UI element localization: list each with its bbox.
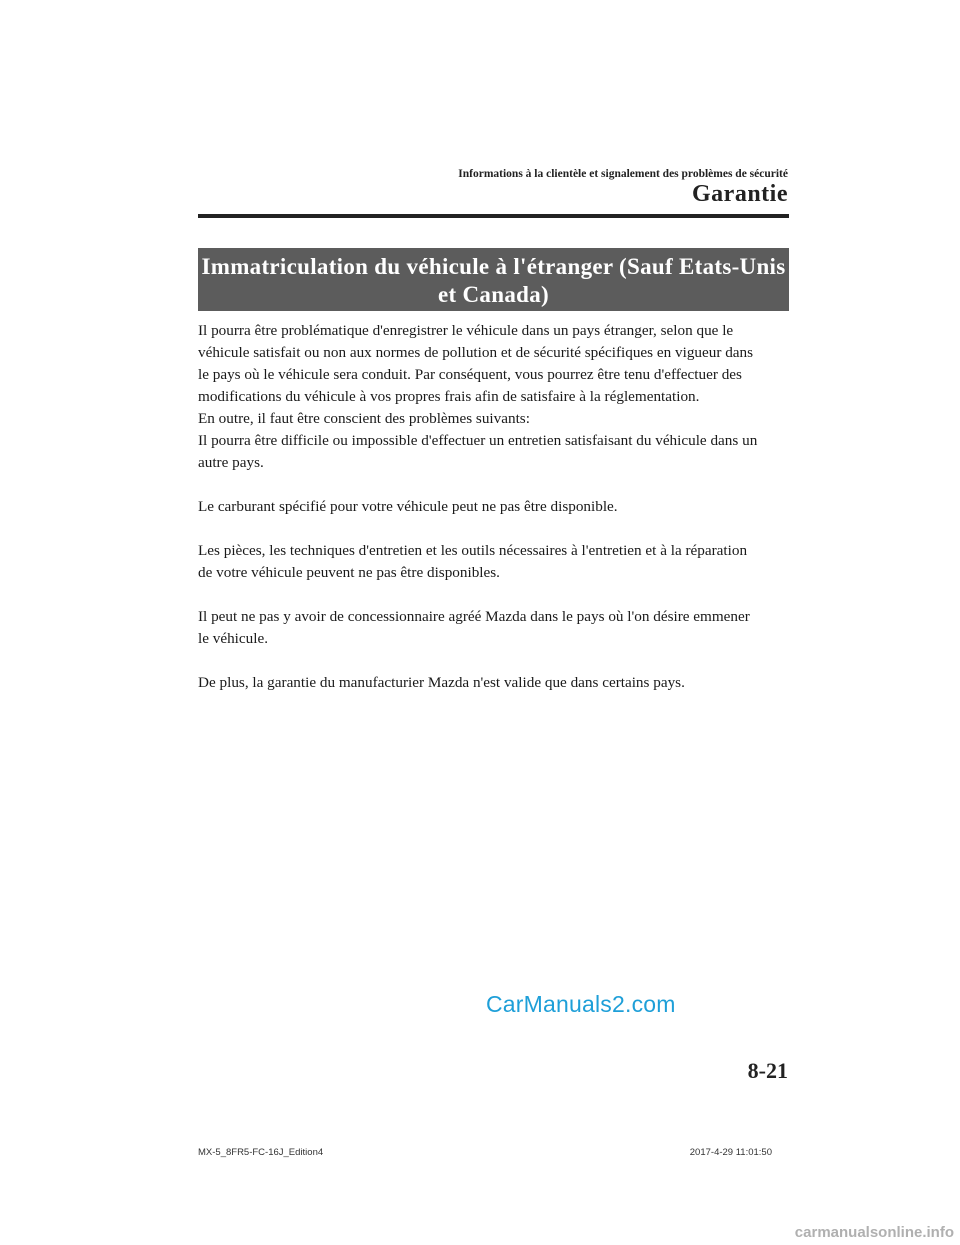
site-watermark: CarManuals2.com <box>486 991 676 1017</box>
paragraph-warranty: De plus, la garantie du manufacturier Mazda n'est valide que dans certains pays. <box>198 674 685 691</box>
section-heading-line-2: et Canada) <box>438 282 549 307</box>
body-line: En outre, il faut être conscient des problèmes suivants: <box>198 410 530 427</box>
header-divider <box>198 214 789 218</box>
body-text <box>198 320 790 694</box>
body-line: autre pays. <box>198 454 264 471</box>
paragraph-dealer-line: Il peut ne pas y avoir de concessionnaire agréé Mazda dans le pays où l'on désire emmener <box>198 608 750 625</box>
body-line: le pays où le véhicule sera conduit. Par conséquent, vous pourrez être tenu d'effectuer des <box>198 366 742 383</box>
paragraph-parts-line: Les pièces, les techniques d'entretien et les outils nécessaires à l'entretien et à la réparation <box>198 542 748 559</box>
corner-watermark: carmanualsonline.info <box>794 1224 954 1241</box>
paragraph-dealer-line: le véhicule. <box>198 630 268 647</box>
paragraph-fuel: Le carburant spécifié pour votre véhicule peut ne pas être disponible. <box>198 498 618 515</box>
header-subtitle: Informations à la clientèle et signalement des problèmes de sécurité <box>458 168 788 180</box>
body-line: Il pourra être problématique d'enregistrer le véhicule dans un pays étranger, selon que le <box>198 322 734 339</box>
page-number: 8-21 <box>747 1058 788 1083</box>
body-line: modifications du véhicule à vos propres frais afin de satisfaire à la réglementation. <box>198 388 700 405</box>
body-line: Il pourra être difficile ou impossible d'effectuer un entretien satisfaisant du véhicule dans un <box>198 432 758 449</box>
footer-doc-id: MX-5_8FR5-FC-16J_Edition4 <box>198 1147 324 1158</box>
section-heading <box>198 248 789 311</box>
page-title: Garantie <box>692 181 788 207</box>
section-heading-line-1: Immatriculation du véhicule à l'étranger (Sauf Etats-Unis <box>201 254 786 279</box>
footer-timestamp: 2017-4-29 11:01:50 <box>689 1147 772 1158</box>
body-line: véhicule satisfait ou non aux normes de pollution et de sécurité spécifiques en vigueur dans <box>198 344 754 361</box>
paragraph-parts-line: de votre véhicule peuvent ne pas être disponibles. <box>198 564 500 581</box>
